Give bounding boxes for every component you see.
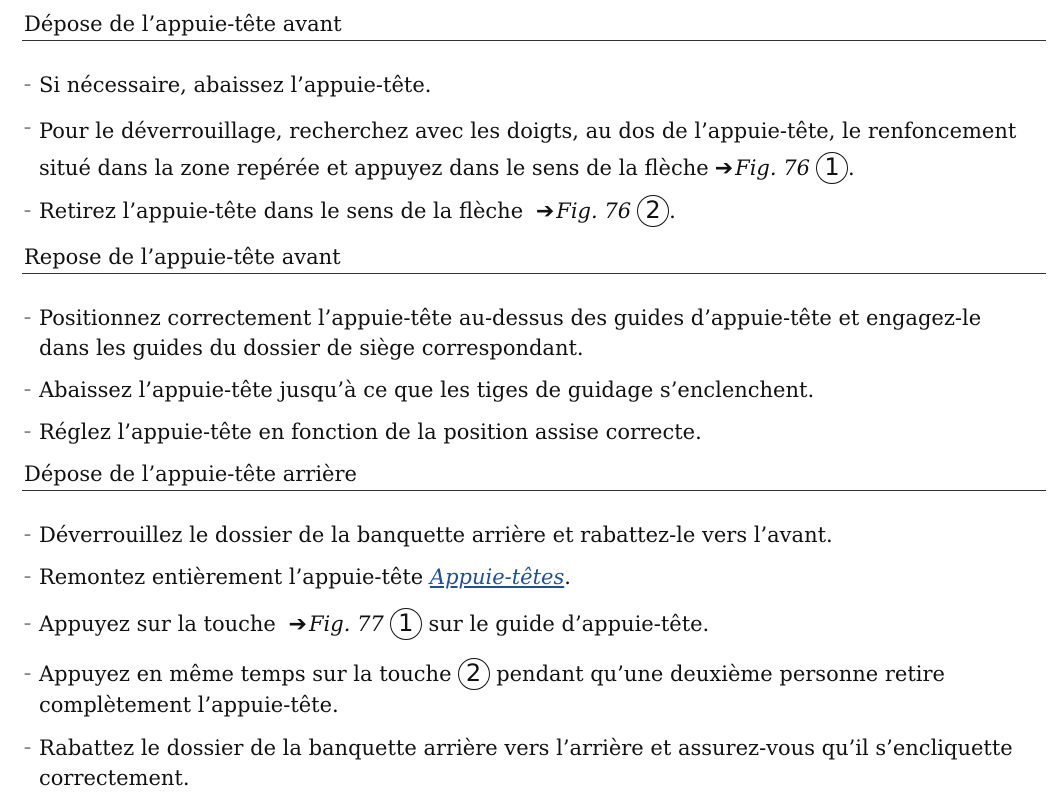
list-item [24, 733, 1034, 793]
item-text: Remontez entièrement l’appuie-tête [39, 565, 424, 589]
list-item [24, 113, 1034, 187]
arrow-right-icon: ➔ [288, 612, 307, 637]
item-text-suffix: . [847, 156, 855, 180]
figure-reference[interactable]: Fig. 76 [735, 156, 810, 180]
arrow-right-icon: ➔ [714, 156, 734, 181]
item-text: Abaissez l’appuie-tête jusqu’à ce que les tiges de guidage s’enclenchent. [39, 378, 815, 402]
figure-reference[interactable]: Fig. 76 [556, 199, 632, 223]
item-text-suffix: sur le guide d’appuie-tête. [421, 612, 710, 636]
appuie-tetes-link[interactable]: Appuie-têtes [429, 565, 565, 589]
list-item [24, 303, 1034, 363]
list-item [24, 520, 1034, 550]
section-heading: Dépose de l’appuie-tête avant [24, 12, 342, 36]
bullet-dash: – [24, 616, 31, 632]
list-item [24, 562, 1034, 592]
list-item [24, 659, 1034, 720]
bullet-dash: – [24, 77, 31, 93]
heading-rule [22, 40, 1046, 41]
list-item [24, 609, 1034, 640]
bullet-dash: – [24, 203, 31, 219]
item-text: Déverrouillez le dossier de la banquette arrière et rabattez-le vers l’avant. [39, 523, 833, 547]
section-heading: Repose de l’appuie-tête avant [24, 245, 341, 269]
item-text: Positionnez correctement l’appuie-tête au-dessus des guides d’appuie-tête et engagez-le dans les guides du dossier de siège correspondant. [39, 306, 982, 360]
callout-number: 2 [637, 195, 669, 227]
item-text: Appuyez en même temps sur la touche [39, 662, 452, 686]
figure-reference[interactable]: Fig. 77 [308, 612, 384, 636]
item-text: Retirez l’appuie-tête dans le sens de la flèche [39, 199, 524, 223]
section-heading: Dépose de l’appuie-tête arrière [24, 462, 357, 486]
arrow-right-icon: ➔ [535, 199, 555, 224]
item-text: Pour le déverrouillage, recherchez avec les doigts, au dos de l’appuie-tête, le renfoncement situé dans la zone repérée et appuyez dans le sens de la flèche [39, 119, 1017, 180]
item-text-suffix: . [564, 565, 571, 589]
callout-number: 1 [816, 152, 848, 184]
item-text-suffix: . [669, 199, 676, 223]
list-item [24, 196, 1034, 227]
bullet-dash: – [24, 310, 31, 326]
bullet-dash: – [24, 424, 31, 440]
heading-rule [22, 273, 1046, 274]
list-item [24, 375, 1034, 405]
item-text: Appuyez sur la touche [39, 612, 276, 636]
item-text: Si nécessaire, abaissez l’appuie-tête. [39, 73, 432, 97]
item-text-suffix: pendant qu’une deuxième personne retire complètement l’appuie-tête. [39, 662, 945, 717]
list-item [24, 70, 1034, 100]
bullet-dash: – [24, 382, 31, 398]
bullet-dash: – [24, 120, 31, 136]
callout-number: 1 [390, 608, 422, 640]
callout-number: 2 [458, 658, 490, 690]
item-text: Rabattez le dossier de la banquette arrière vers l’arrière et assurez-vous qu’il s’encliquette correctement. [39, 736, 1013, 790]
heading-rule [22, 490, 1046, 491]
item-text: Réglez l’appuie-tête en fonction de la position assise correcte. [39, 420, 702, 444]
bullet-dash: – [24, 740, 31, 756]
bullet-dash: – [24, 666, 31, 682]
list-item [24, 417, 1034, 447]
bullet-dash: – [24, 527, 31, 543]
bullet-dash: – [24, 569, 31, 585]
